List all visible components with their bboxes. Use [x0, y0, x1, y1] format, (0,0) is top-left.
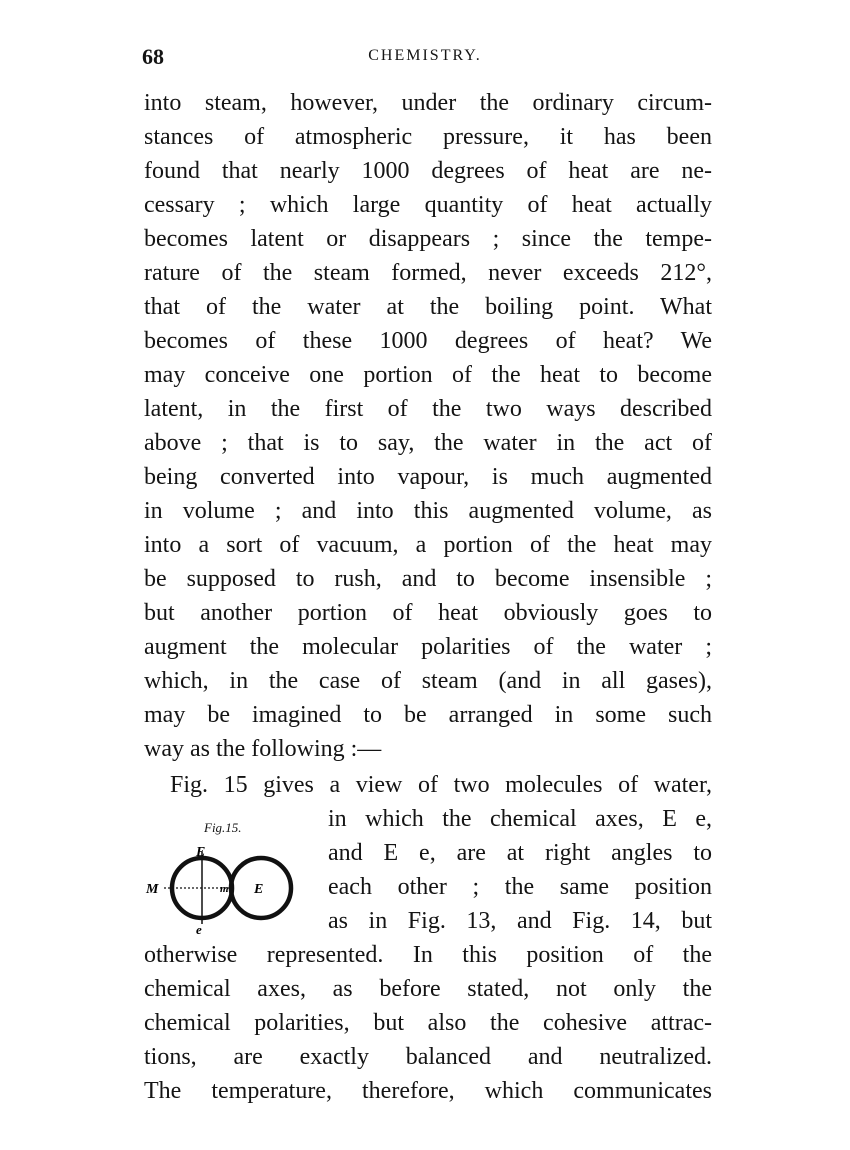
text-line: being converted into vapour, is much augmented	[144, 464, 712, 490]
text-line: otherwise represented. In this position of the	[144, 942, 712, 968]
text-line: rature of the steam formed, never exceeds 212°,	[144, 260, 712, 286]
text-line: in which the chemical axes, E e,	[328, 806, 712, 832]
label-e-bottom: e	[196, 922, 202, 937]
text-line: in volume ; and into this augmented volume, as	[144, 498, 712, 524]
text-line: The temperature, therefore, which communicates	[144, 1078, 712, 1104]
text-line: becomes of these 1000 degrees of heat? We	[144, 328, 712, 354]
figure-caption: Fig.15.	[204, 820, 242, 835]
text-line: cessary ; which large quantity of heat actually	[144, 192, 712, 218]
text-line: stances of atmospheric pressure, it has been	[144, 124, 712, 150]
text-line: tions, are exactly balanced and neutralized.	[144, 1044, 712, 1070]
text-line: and E e, are at right angles to	[328, 840, 712, 866]
text-line: chemical axes, as before stated, not only the	[144, 976, 712, 1002]
text-line: into steam, however, under the ordinary circum-	[144, 90, 712, 116]
text-line: but another portion of heat obviously goes to	[144, 600, 712, 626]
text-line: that of the water at the boiling point. What	[144, 294, 712, 320]
text-line: above ; that is to say, the water in the act of	[144, 430, 712, 456]
label-m: m	[220, 883, 229, 895]
text-line: chemical polarities, but also the cohesive attrac-	[144, 1010, 712, 1036]
text-line: becomes latent or disappears ; since the tempe-	[144, 226, 712, 252]
text-line: as in Fig. 13, and Fig. 14, but	[328, 908, 712, 934]
running-head: CHEMISTRY.	[368, 47, 482, 64]
figure-15	[140, 812, 310, 942]
text-line: found that nearly 1000 degrees of heat are ne-	[144, 158, 712, 184]
label-E-right: E	[254, 882, 264, 897]
text-line: which, in the case of steam (and in all gases),	[144, 668, 712, 694]
label-M: M	[146, 882, 159, 897]
text-line: into a sort of vacuum, a portion of the heat may	[144, 532, 712, 558]
text-line: each other ; the same position	[328, 874, 712, 900]
text-line: may be imagined to be arranged in some such	[144, 702, 712, 728]
text-line: way as the following :—	[144, 736, 382, 762]
text-line: augment the molecular polarities of the water ;	[144, 634, 712, 660]
text-line: latent, in the first of the two ways described	[144, 396, 712, 422]
page-number: 68	[142, 44, 164, 69]
molecules-diagram	[140, 812, 310, 942]
text-line: be supposed to rush, and to become insensible ;	[144, 566, 712, 592]
label-E-top: E	[196, 845, 206, 860]
text-line: Fig. 15 gives a view of two molecules of water,	[170, 772, 712, 798]
text-line: may conceive one portion of the heat to become	[144, 362, 712, 388]
